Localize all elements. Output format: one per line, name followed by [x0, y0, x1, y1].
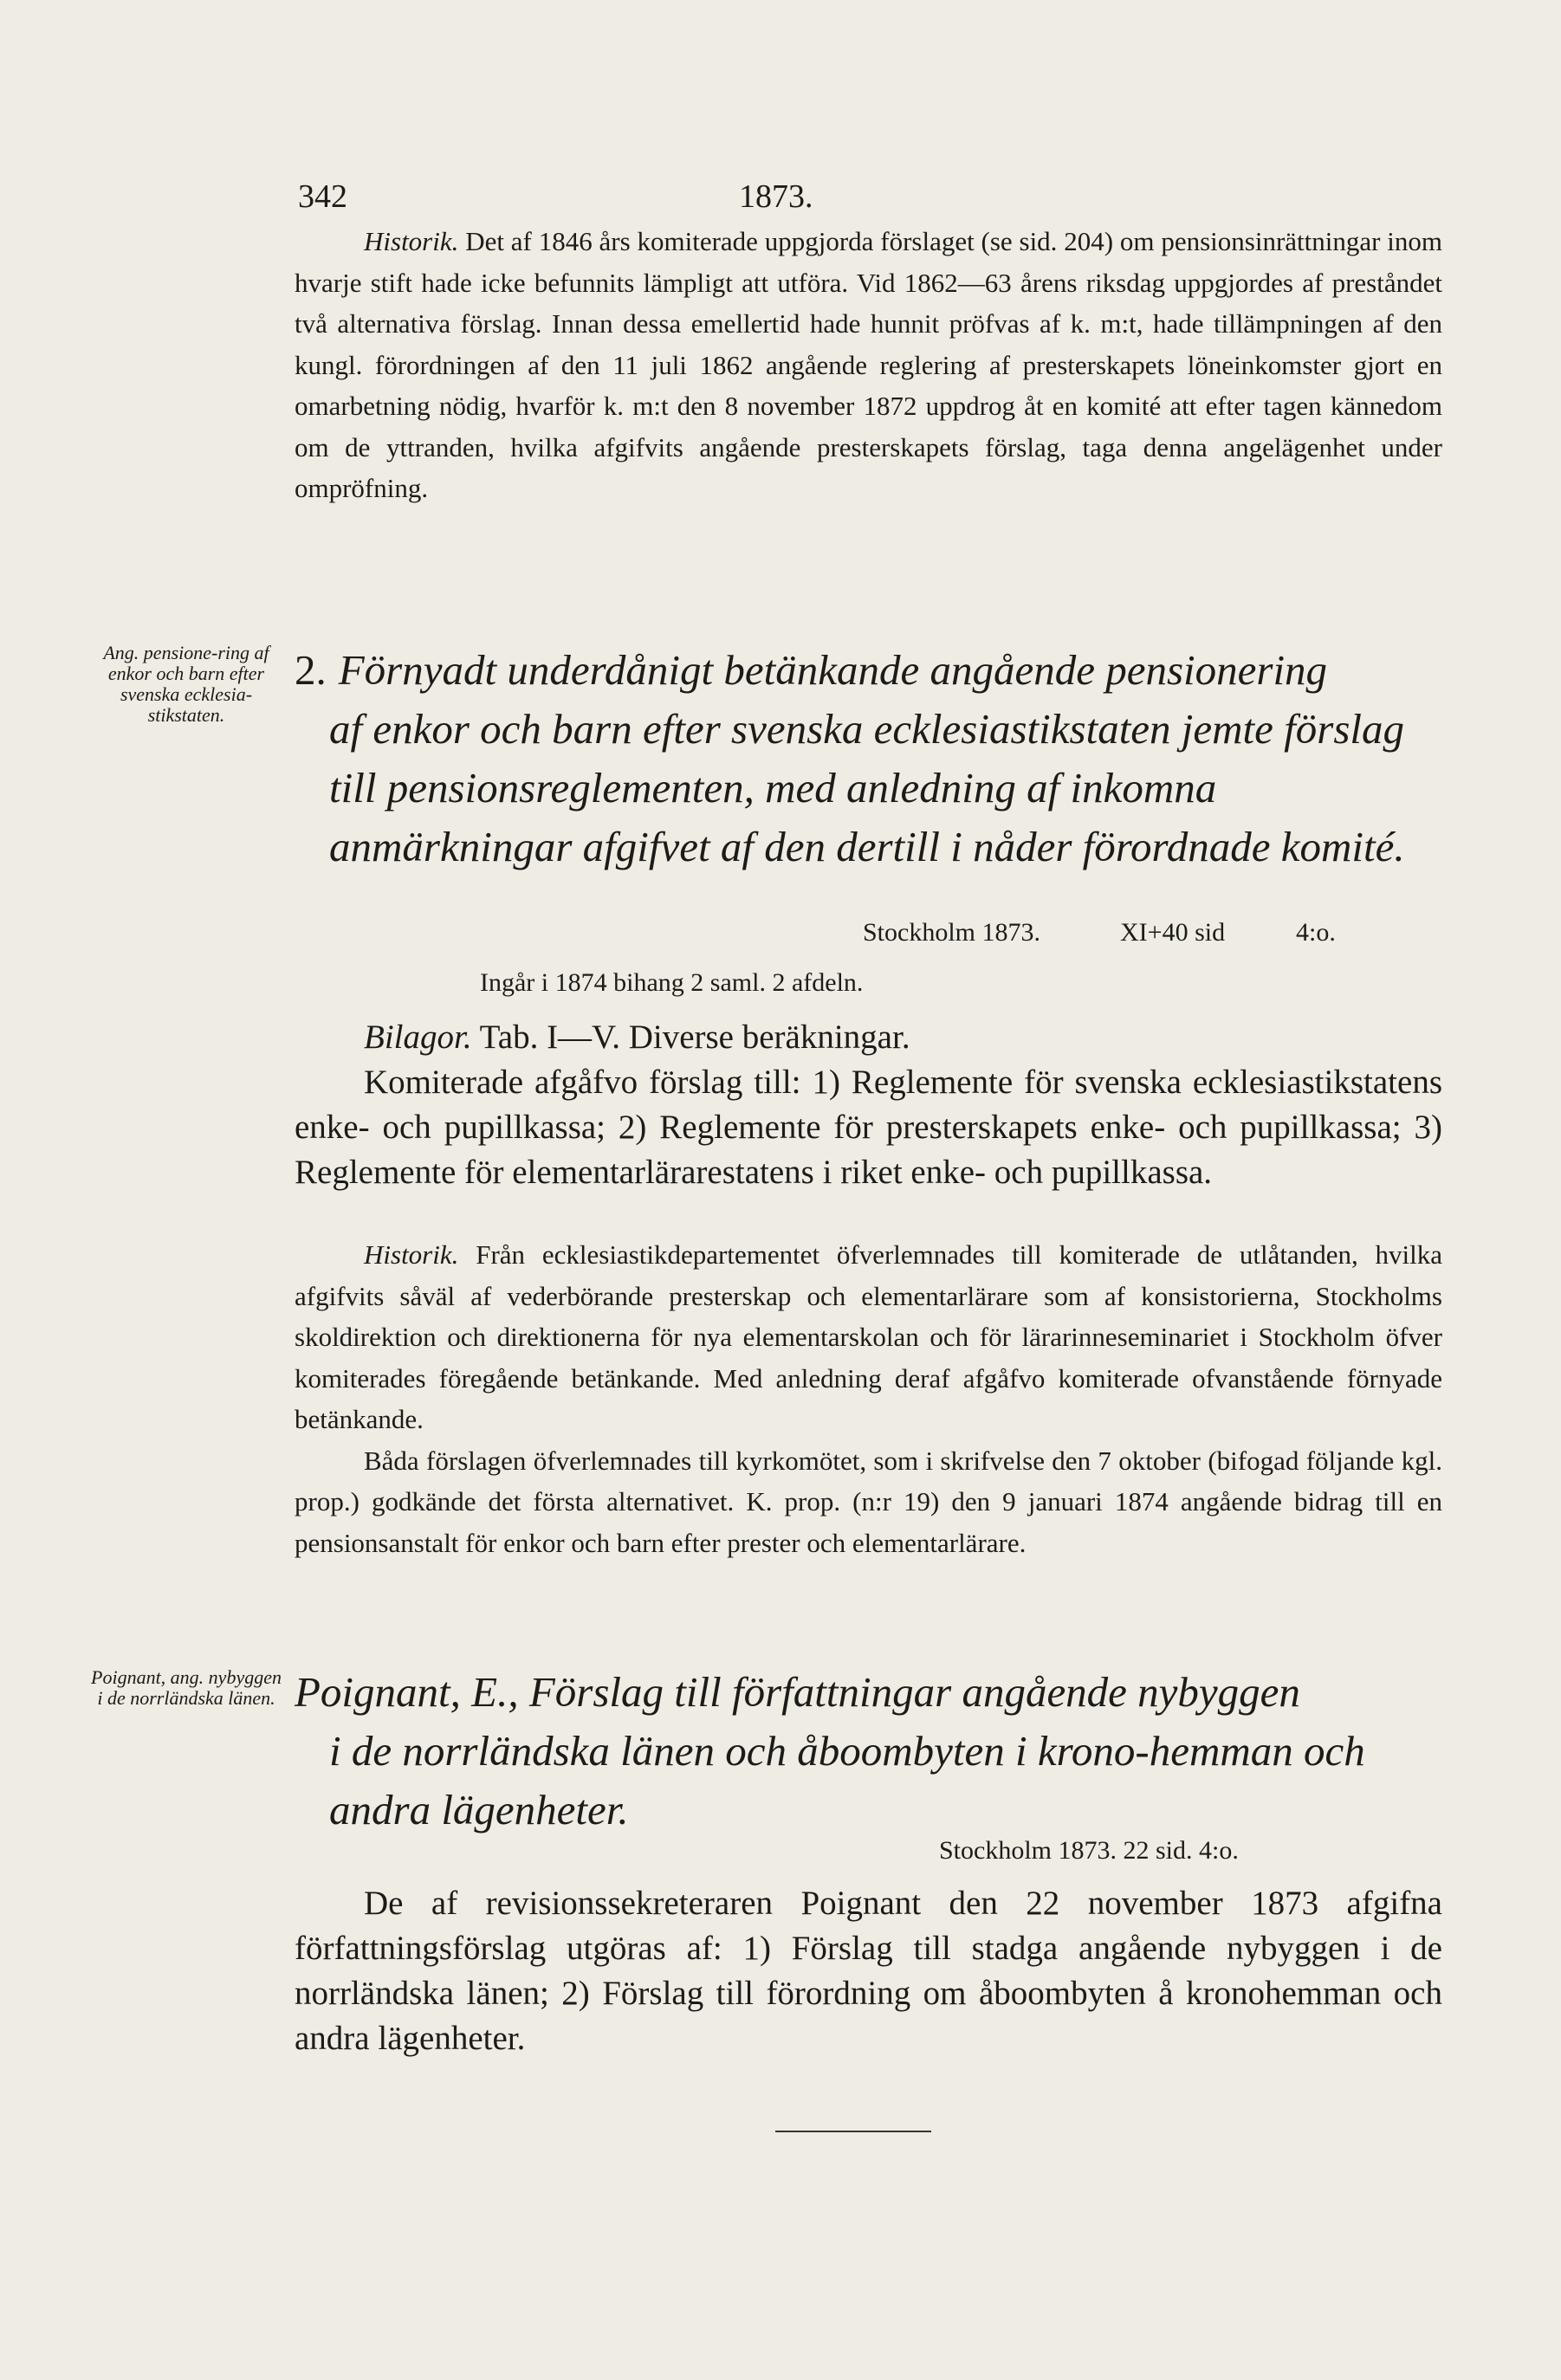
pub-place: Stockholm 1873. [863, 918, 1041, 947]
entry-number: 2. [295, 646, 327, 694]
historik-label: Historik. [364, 226, 459, 256]
bilagor-label: Bilagor. [364, 1019, 472, 1056]
entry-2-summary: Komiterade afgåfvo förslag till: 1) Reglemente för svenska ecklesiastikstatens enke- och pupillkassa; 2) Reglemente för presterskapets enke- och pupillkassa; 3) Reglemente för elementarlärarestatens i riket enke- och pupillkassa. [295, 1064, 1442, 1191]
historik-label-2: Historik. [364, 1239, 459, 1270]
entry-2-title [295, 641, 1455, 876]
historik-paragraph-1 [295, 221, 1442, 509]
entry-2-followup: Båda förslagen öfverlemnades till kyrkomötet, som i skrifvelse den 7 oktober (bifogad följande kgl. prop.) godkände det första alternativet. K. prop. (n:r 19) den 9 januari 1874 angående bidrag till en pensionsanstalt för enkor och barn efter prester och elementarlärare. [295, 1445, 1442, 1558]
margin-note-poignant: Poignant, ang. nybyggen i de norrländska länen. [91, 1666, 282, 1709]
entry-2-body [295, 1015, 1442, 1195]
entry-3-title [295, 1663, 1455, 1840]
entry-3-body [295, 1881, 1442, 2061]
included-in: Ingår i 1874 bihang 2 saml. 2 afdeln. [480, 968, 864, 997]
title-line-1: Förnyadt underdånigt betänkande angående pensionering [338, 646, 1328, 694]
section-divider [775, 2131, 931, 2132]
historik-text-2: Från ecklesiastikdepartementet öfverlemnades till komiterade de utlåtanden, hvilka afgifvits såväl af vederbörande presterskap och elementarlärare som af konsistorierna, Stockholms skoldirektion och direktionerna för nya elementarskolan och för lärarinneseminariet i Stockholm öfver komiterades föregående betänkande. Med anledning deraf afgåfvo komiterade ofvanstående förnyade betänkande. [295, 1239, 1443, 1434]
historik-text: Det af 1846 års komiterade uppgjorda förslaget (se sid. 204) om pensionsinrättningar inom hvarje stift hade icke befunnits lämpligt att utföra. Vid 1862—63 årens riksdag uppgjordes af preståndet två alternativa förslag. Innan dessa emellertid hade hunnit pröfvas af k. m:t, hade tillämpningen af den kungl. förordningen af den 11 juli 1862 angående reglering af presterskapets löneinkomster gjort en omarbetning nödig, hvarför k. m:t den 8 november 1872 uppdrog åt en komité att efter tagen kännedom om de yttranden, hvilka afgifvits angående presterskapets förslag, taga denna angelägenhet under ompröfning. [295, 226, 1442, 503]
title-continuation: af enkor och barn efter svenska ecklesiastikstaten jemte förslag till pensionsreglementen, med anledning af inkomna anmärkningar afgifvet af den dertill i nåder förordnade komité. [329, 705, 1405, 870]
entry-3-summary: De af revisionssekreteraren Poignant den 22 november 1873 afgifna författningsförslag utgöras af: 1) Förslag till stadga angående nybyggen i de norrländska länen; 2) Förslag till förordning om åboombyten å kronohemman och andra lägenheter. [295, 1885, 1442, 2057]
pub-pages: XI+40 sid [1120, 918, 1226, 947]
entry-2-historik [295, 1234, 1442, 1563]
page-number: 342 [298, 178, 347, 215]
pub-format: 4:o. [1296, 918, 1336, 947]
pub-info: Stockholm 1873. 22 sid. 4:o. [939, 1836, 1239, 1865]
page-year: 1873. [739, 178, 813, 215]
title-line-1: Förslag till författningar angående nybyggen [528, 1668, 1300, 1716]
title-continuation: i de norrländska länen och åboombyten i krono-hemman och andra lägenheter. [329, 1727, 1365, 1834]
margin-note-pensionering: Ang. pensione-ring af enkor och barn efter svenska ecklesia-stikstaten. [103, 642, 269, 726]
author-name: Poignant, E., [295, 1668, 519, 1716]
bilagor-text: Tab. I—V. Diverse beräkningar. [479, 1019, 910, 1056]
